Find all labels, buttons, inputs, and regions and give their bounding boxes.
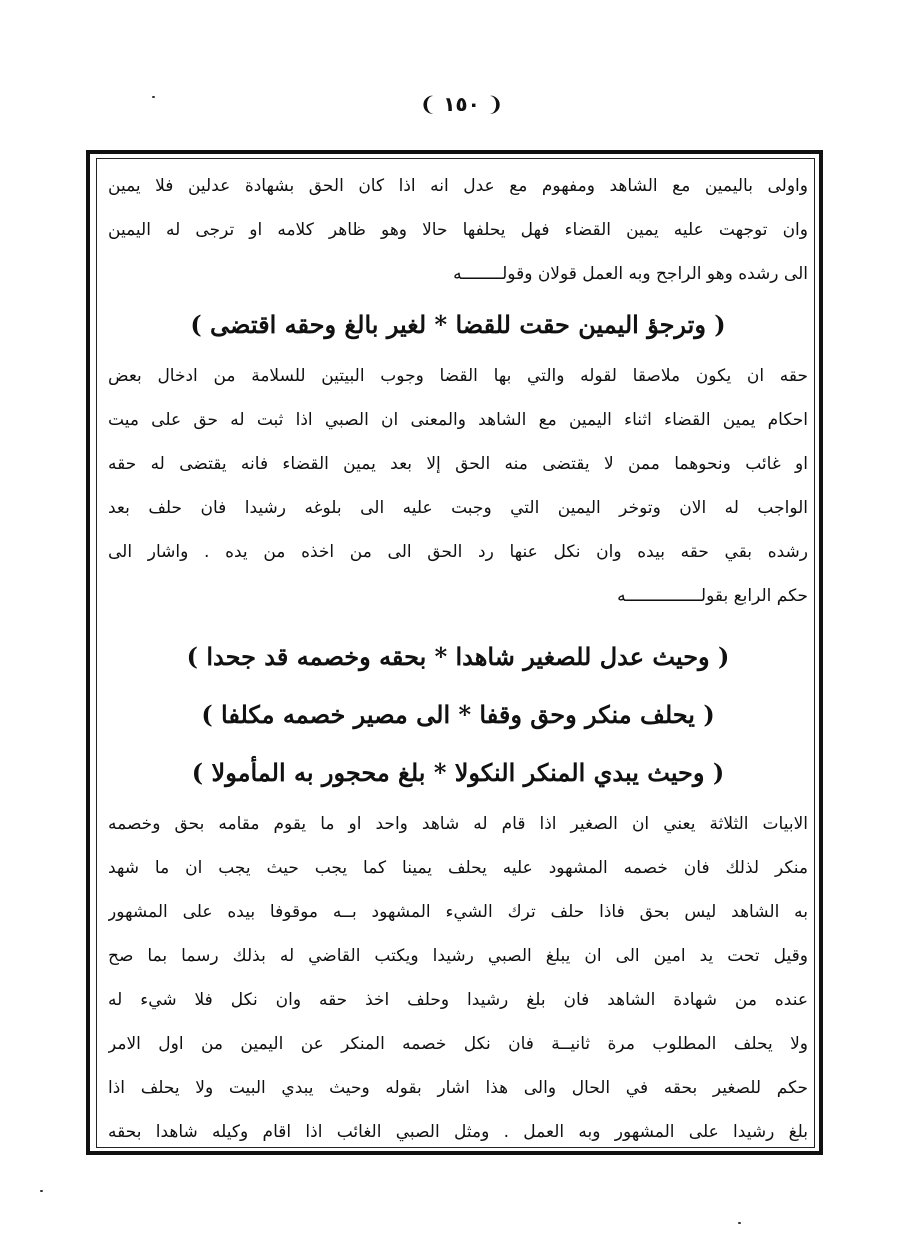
text-line: حكم للصغير بحقه في الحال والى هذا اشار بقوله وحيث يبدي البيت ولا يحلف اذا — [108, 1078, 808, 1098]
text-line: وقيل تحت يد امين الى ان يبلغ الصبي رشيدا ويكتب القاضي له بذلك رسما بما صح — [108, 946, 808, 966]
scan-speck — [40, 1190, 43, 1192]
text-line: حكم الرابع بقولـــــــــــــــه — [617, 586, 808, 606]
verse-line: ( يحلف منكر وحق وقفا * الى مصير خصمه مكلفا ) — [201, 700, 715, 729]
text-line: الواجب له الان وتوخر اليمين التي وجبت عليه الى بلوغه رشيدا فان حلف بعد — [108, 498, 808, 518]
text-line: الابيات الثلاثة يعني ان الصغير اذا قام له شاهد واحد او ما يقوم مقامه بحق وخصمه — [108, 814, 808, 834]
text-line: واولى باليمين مع الشاهد ومفهوم مع عدل انه اذا كان الحق بشهادة عدلين فلا يمين — [108, 176, 808, 196]
text-line: عنده من شهادة الشاهد فان بلغ رشيدا وحلف اخذ حقه وان نكل فلا شيء له — [108, 990, 808, 1010]
page-body — [108, 164, 808, 1154]
text-line: او غائب ونحوهما ممن لا يقتضى منه الحق إلا بعد يمين القضاء فانه يقتضى له حقه — [108, 454, 808, 474]
text-line: بلغ رشيدا على المشهور وبه العمل . ومثل الصبي الغائب اذا اقام وكيله شاهدا بحقه — [108, 1122, 808, 1142]
text-line: رشده بقي حقه بيده وان نكل عنها رد الحق الى من اخذه من يده . واشار الى — [108, 542, 808, 562]
text-line: احكام يمين القضاء اثناء اليمين مع الشاهد والمعنى ان الصبي اذا ثبت له حق على ميت — [108, 410, 808, 430]
text-line: منكر لذلك فان خصمه المشهود عليه يحلف يمينا كما يجب حيث يجب ان ما شهد — [108, 858, 808, 878]
verse-line: ( وترجؤ اليمين حقت للقضا * لغير بالغ وحقه اقتضى ) — [190, 310, 726, 339]
scan-speck — [738, 1222, 741, 1224]
scan-speck — [152, 96, 155, 98]
text-line: به الشاهد ليس بحق فاذا حلف ترك الشيء المشهود بــه موقوفا بيده على المشهور — [108, 902, 808, 922]
text-line: حقه ان يكون ملاصقا لقوله والتي بها القضا وجوب البيتين للسلامة من ادخال بعض — [108, 366, 808, 386]
text-line: الى رشده وهو الراجح وبه العمل قولان وقولــــــــه — [453, 264, 808, 284]
text-line: ولا يحلف المطلوب مرة ثانيــة فان نكل خصمه المنكر عن اليمين من اول الامر — [108, 1034, 808, 1054]
text-line: وان توجهت عليه يمين القضاء فهل يحلفها حالا وهو ظاهر كلامه او ترجى له اليمين — [108, 220, 808, 240]
verse-line: ( وحيث يبدي المنكر النكولا * بلغ محجور به المأمولا ) — [191, 758, 725, 787]
page-number: ❨ ١٥٠ ❩ — [419, 92, 504, 116]
verse-line: ( وحيث عدل للصغير شاهدا * بحقه وخصمه قد جحدا ) — [186, 642, 730, 671]
